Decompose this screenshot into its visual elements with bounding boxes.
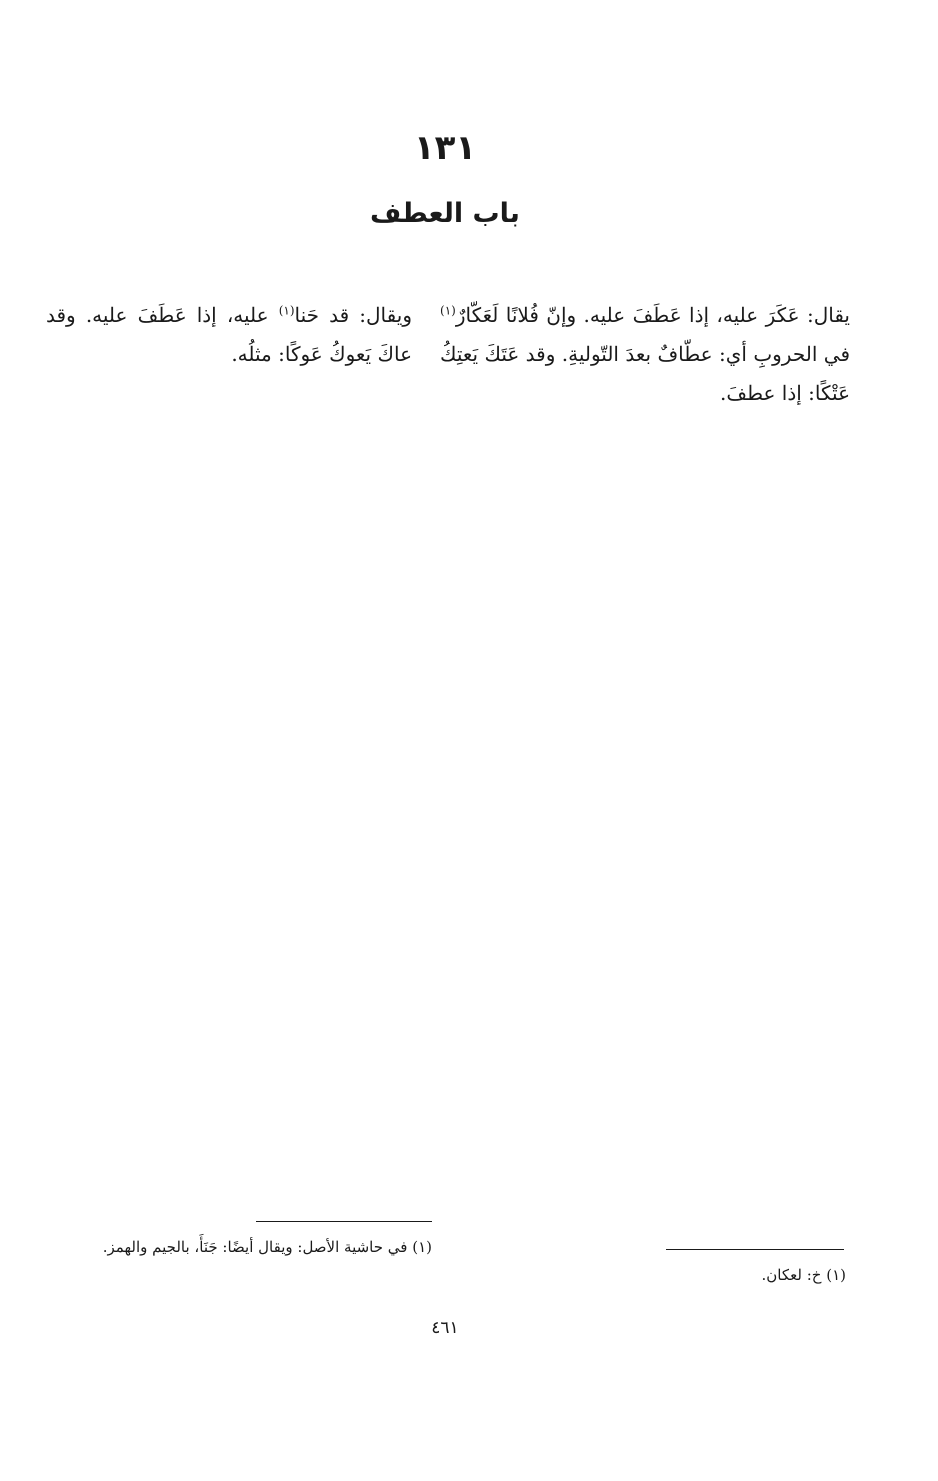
paragraph-text: عليه، إذا عَطَفَ عليه. وقد عاكَ يَعوكُ عَوكًا: مثلُه. (46, 303, 412, 366)
footnote-separator-left (256, 1221, 432, 1222)
footnote-left: (١) في حاشية الأصل: ويقال أيضًا: جَنَأَ، بالجيم والهمز. (102, 1238, 432, 1256)
footnote-marker: (١) (278, 303, 295, 318)
footnote-right: (١) خ: لعكان. (761, 1266, 846, 1284)
footnote-separator-right (666, 1249, 844, 1250)
page-number: ٤٦١ (431, 1318, 459, 1338)
paragraph-text: في الحروبِ أي: عطّافٌ بعدَ التّوليةِ. وقد عَتَكَ يَعتِكُ عَتْكًا: إذا عطفَ. (440, 342, 850, 405)
chapter-title: باب العطف (370, 198, 520, 229)
text-column-right (440, 296, 850, 413)
chapter-number: ١٣١ (413, 128, 477, 168)
paragraph-left (46, 296, 412, 374)
footnote-marker: (١) (440, 303, 456, 318)
text-column-left (46, 296, 412, 374)
paragraph-right (440, 296, 850, 413)
paragraph-text: ويقال: قد حَنا (294, 303, 412, 327)
paragraph-text: يقال: عَكَرَ عليه، إذا عَطَفَ عليه. وإنّ فُلانًا لَعَكّارٌ (455, 303, 850, 327)
